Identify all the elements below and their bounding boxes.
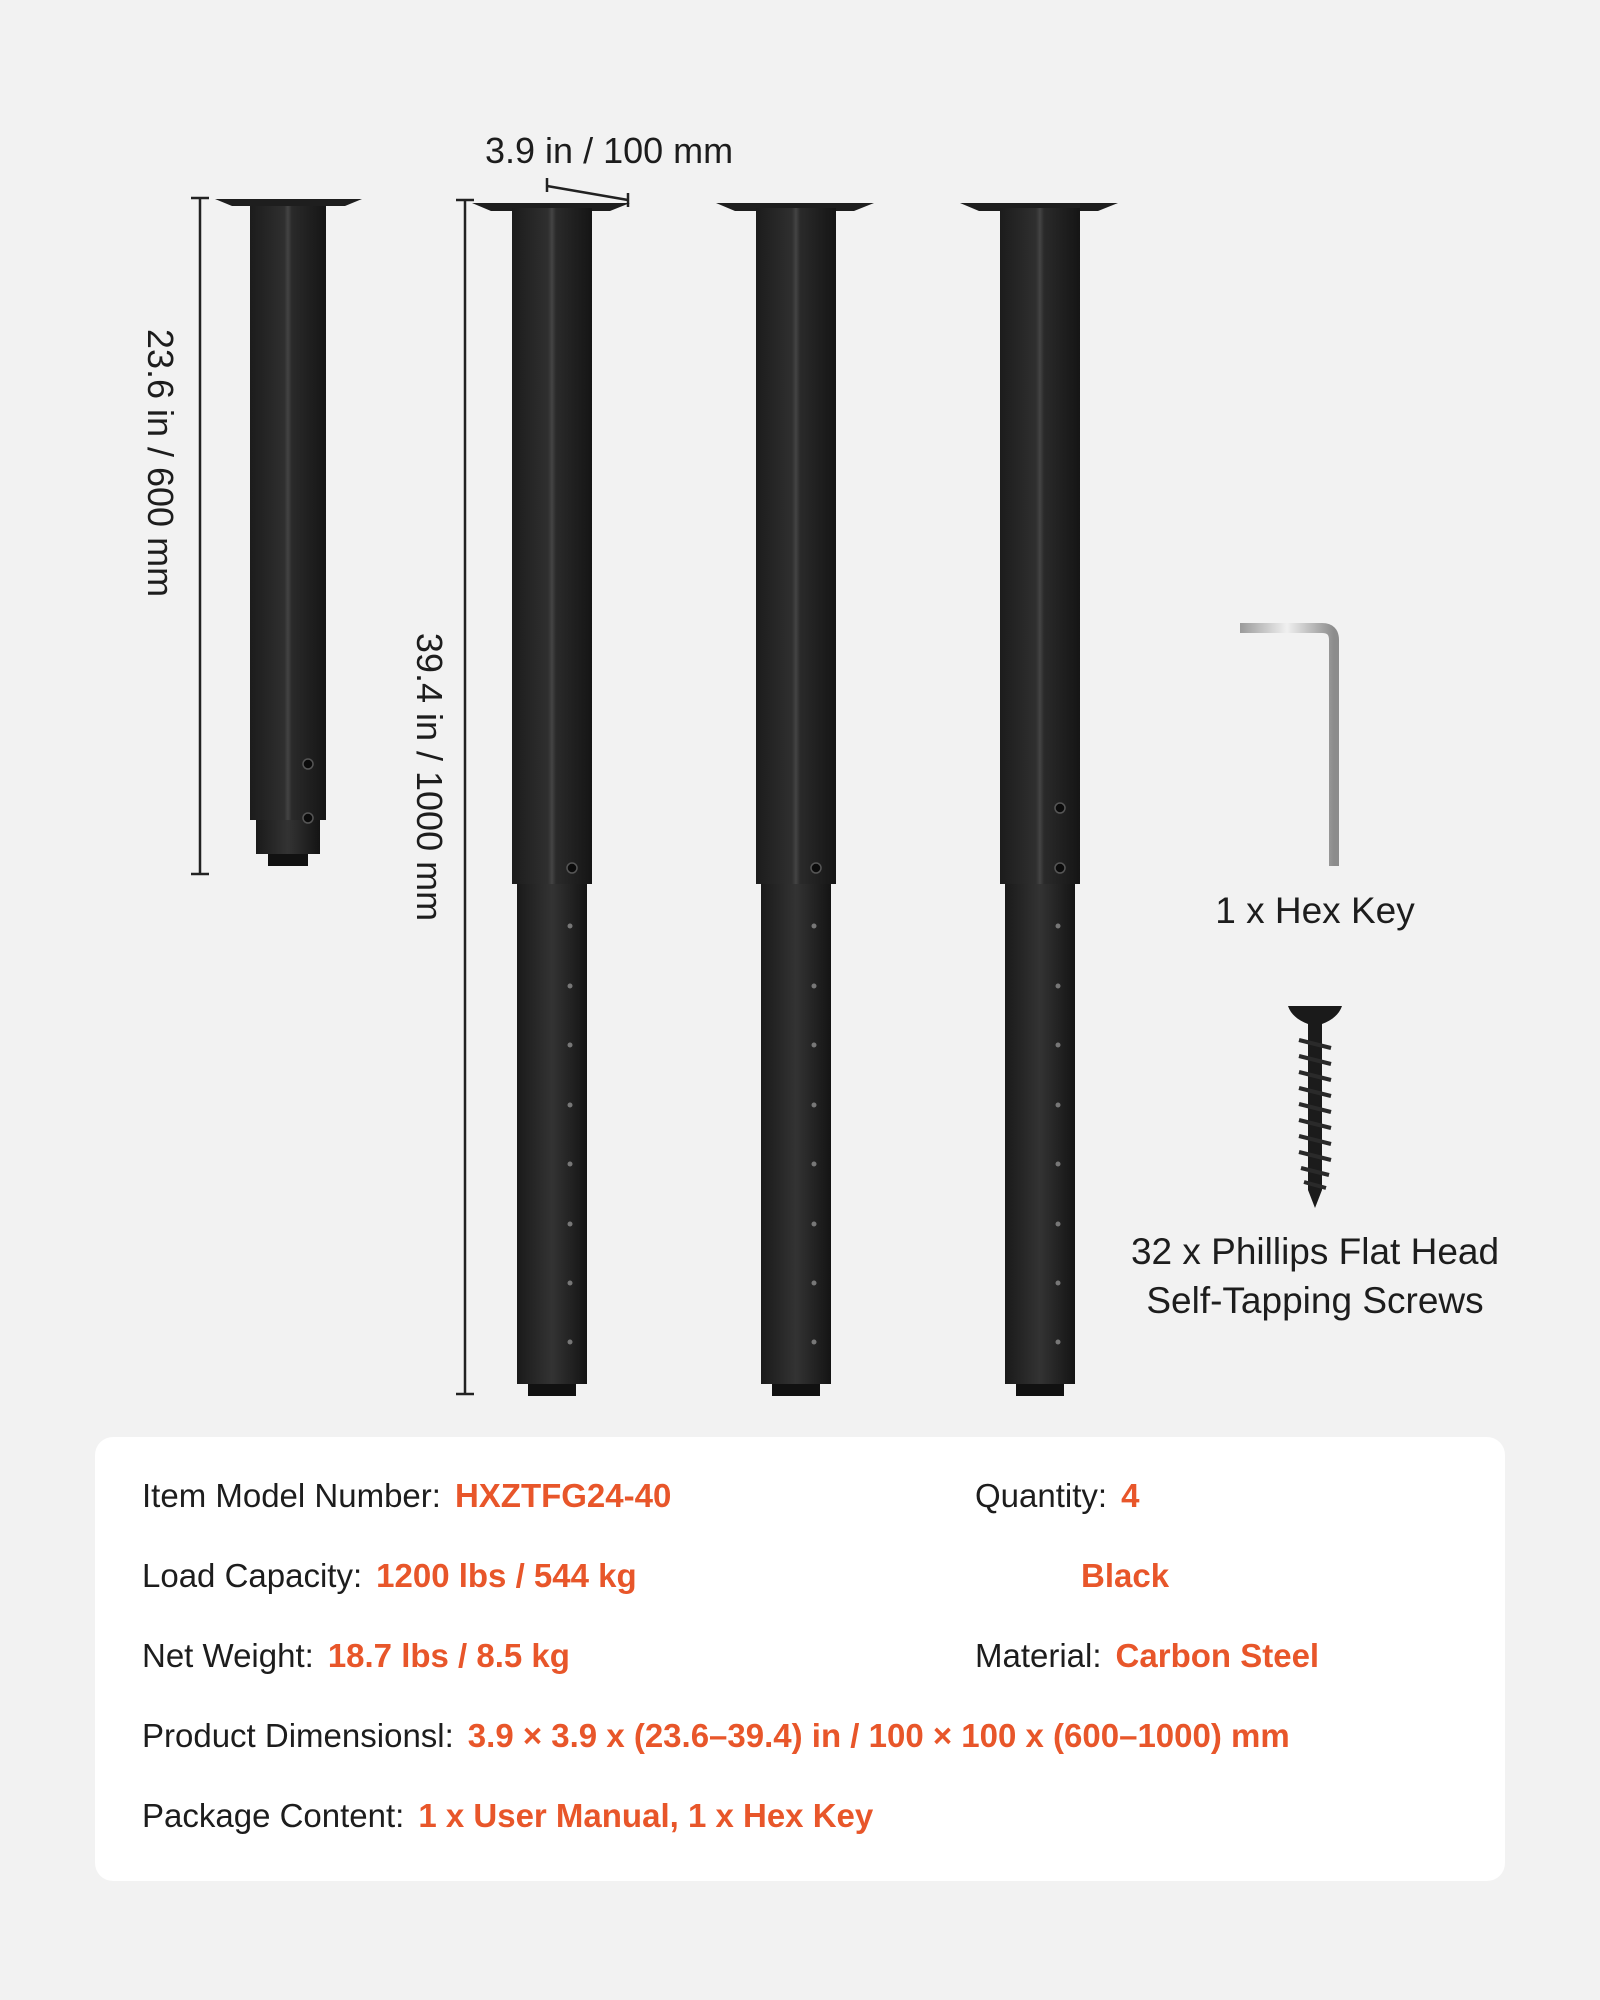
load-value: 1200 lbs / 544 kg	[376, 1557, 637, 1594]
quantity-label: Quantity:	[975, 1477, 1108, 1514]
screws-label	[1090, 1227, 1540, 1325]
load-label: Load Capacity:	[142, 1557, 363, 1594]
short-leg-dimension-line	[191, 198, 209, 874]
material-value: Carbon Steel	[1115, 1637, 1320, 1674]
hex-key-icon	[1240, 628, 1334, 866]
material-label: Material:	[975, 1637, 1102, 1674]
weight-value: 18.7 lbs / 8.5 kg	[327, 1637, 570, 1674]
spec-row-material	[975, 1637, 1319, 1675]
weight-label: Net Weight:	[142, 1637, 314, 1674]
short-table-leg	[215, 199, 362, 866]
tall-height-dimension-label: 39.4 in / 1000 mm	[409, 632, 450, 922]
width-dimension-line	[547, 178, 628, 207]
screws-label-line-1: 32 x Phillips Flat Head	[1130, 1231, 1500, 1272]
spec-row-color	[1081, 1557, 1169, 1595]
screw-icon	[1288, 1006, 1342, 1208]
spec-row-model	[142, 1477, 671, 1515]
model-label: Item Model Number:	[142, 1477, 441, 1514]
quantity-value: 4	[1121, 1477, 1140, 1514]
tall-table-leg-2	[716, 203, 874, 1396]
specifications-panel	[95, 1437, 1505, 1881]
dimensions-label: Product Dimensionsl:	[142, 1717, 454, 1754]
tall-table-leg-3	[960, 203, 1118, 1396]
screws-label-line-2: Self-Tapping Screws	[1146, 1280, 1484, 1321]
spec-row-dimensions	[142, 1717, 1290, 1755]
color-value: Black	[1081, 1557, 1170, 1594]
tall-table-leg-1	[472, 203, 630, 1396]
spec-row-quantity	[975, 1477, 1139, 1515]
spec-row-weight	[142, 1637, 570, 1675]
dimensions-value: 3.9 × 3.9 x (23.6–39.4) in / 100 × 100 x (600–1000) mm	[467, 1717, 1290, 1754]
spec-row-load	[142, 1557, 637, 1595]
package-value: 1 x User Manual, 1 x Hex Key	[418, 1797, 874, 1834]
hex-key-label: 1 x Hex Key	[1215, 890, 1415, 931]
spec-row-package	[142, 1797, 873, 1835]
tall-leg-dimension-line	[456, 200, 474, 1394]
model-value: HXZTFG24-40	[454, 1477, 672, 1514]
short-height-dimension-label: 23.6 in / 600 mm	[140, 328, 181, 598]
width-dimension-label: 3.9 in / 100 mm	[485, 130, 734, 171]
package-label: Package Content:	[142, 1797, 405, 1834]
